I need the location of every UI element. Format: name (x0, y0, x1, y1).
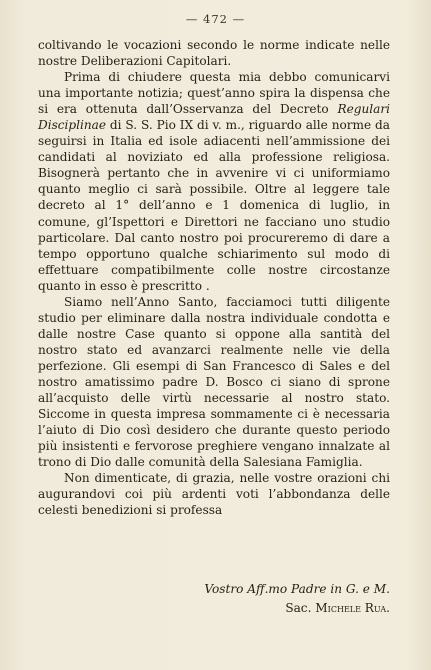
signature-prefix: Sac. (285, 601, 312, 615)
paragraph-2-text-a: Prima di chiudere questa mia debbo comunicarvi una importante notizia; quest’anno spira la dispensa che si era ottenuta dall’Osservanza del Decreto (38, 70, 390, 117)
paragraph-3: Siamo nell’Anno Santo, facciamoci tutti diligente studio per eliminare dalla nostra individuale condotta e dalle nostre Case quanto si oppone alla santità del nostro stato ed avanzarci realmente nelle vie della perfezione. Gli esempi di San Francesco di Sales e del nostro amatissimo padre D. Bosco ci siano di sprone all’acquisto delle virtù necessarie al nostro stato. Siccome in questa impresa sommamente ci è necessaria l’aiuto di Dio così desidero che durante questo periodo più insistenti e fervorose preghiere vengano innalzate al trono di Dio dalle comunità della Salesiana Famiglia. (38, 294, 390, 470)
signature-name: Michele Rua. (315, 601, 390, 615)
decree-title: Regulari Disciplinae (38, 102, 390, 133)
paragraph-4: Non dimenticate, di grazia, nelle vostre orazioni chi augurandovi coi più ardenti voti l’abbondanza delle celesti benedizioni si professa (38, 471, 390, 518)
paragraph-2 (38, 69, 390, 294)
signature-name-line (0, 601, 390, 615)
letter-body (38, 37, 390, 518)
paragraph-2-text-b: di S. S. Pio IX di v. m., riguardo alle norme da seguirsi in Italia ed isole adiacenti nell’ammissione dei candidati al noviziato ed alla professione religiosa. Bisognerà pertanto che in avvenire vi ci uniformiamo quanto meglio ci sarà possibile. Oltre al leggere tale decreto al 1° dell’anno e 1 domenica di luglio, in comune, gl’Ispettori e Direttori ne facciano uno studio particolare. Dal canto nostro poi procureremo di dare a tempo opportuno qualche schiarimento sul modo di effettuare compatibilmente colle nostre circostanze quanto in esso è prescritto . (38, 118, 390, 293)
signature-closing: Vostro Aff.mo Padre in G. e M. (204, 582, 390, 596)
paragraph-1: coltivando le vocazioni secondo le norme indicate nelle nostre Deliberazioni Capitolari. (38, 38, 390, 69)
page-number: — 472 — (185, 12, 246, 26)
